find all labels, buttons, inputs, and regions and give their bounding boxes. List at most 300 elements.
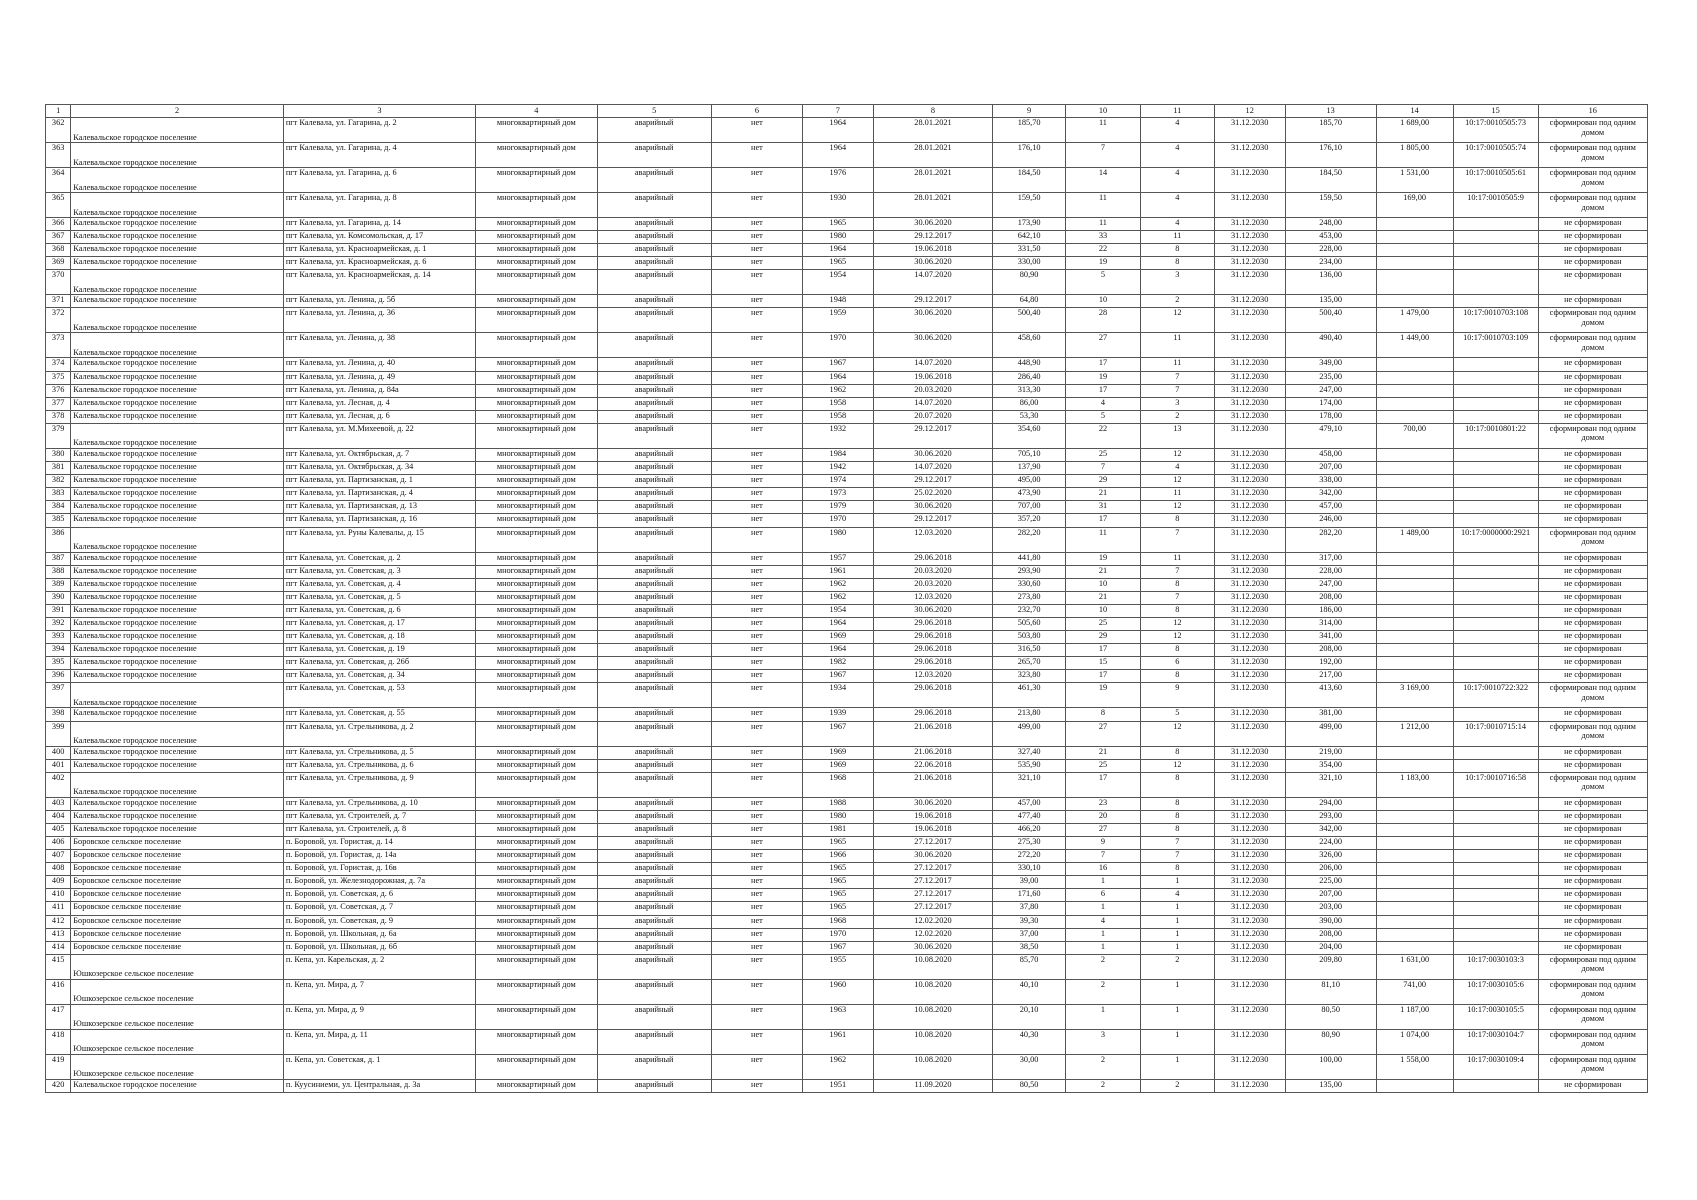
cell-area-total: 203,00: [1285, 902, 1376, 915]
cell-recognition-date: 30.06.2020: [873, 797, 992, 810]
cell-resettlement-date: 31.12.2030: [1214, 358, 1285, 371]
cell-apartments: 8: [1140, 823, 1214, 836]
cell-condition: аварийный: [597, 1004, 711, 1029]
cell-condition: аварийный: [597, 941, 711, 954]
cell-land-area: [1376, 837, 1453, 850]
cell-apartments: 4: [1140, 462, 1214, 475]
table-row: [46, 371, 1648, 384]
cell-resettlement-date: 31.12.2030: [1214, 231, 1285, 244]
cell-address: пгт Калевала, ул. Лесная, д. 6: [283, 410, 475, 423]
cell-address: пгт Калевала, ул. Советская, д. 4: [283, 578, 475, 591]
cell-resettlement-date: 31.12.2030: [1214, 746, 1285, 759]
cell-land-status: сформирован под одним домом: [1538, 1004, 1647, 1029]
cell-land-status: не сформирован: [1538, 617, 1647, 630]
cell-row-number: 377: [46, 397, 71, 410]
cell-recognition-date: 27.12.2017: [873, 889, 992, 902]
cell-recognition-date: 14.07.2020: [873, 358, 992, 371]
cell-apartments: 2: [1140, 295, 1214, 308]
cell-cadastral-number: [1453, 644, 1538, 657]
cell-settlement: Калевальское городское поселение: [71, 501, 284, 514]
cell-cadastral-number: 10:17:0010722:322: [1453, 683, 1538, 708]
cell-resettlement-date: 12: [1214, 105, 1285, 118]
cell-cadastral-number: [1453, 591, 1538, 604]
cell-resettlement-date: 31.12.2030: [1214, 683, 1285, 708]
cell-land-status: не сформирован: [1538, 448, 1647, 461]
table-row: [46, 475, 1648, 488]
cell-condition: аварийный: [597, 270, 711, 295]
cell-area-total: 282,20: [1285, 527, 1376, 552]
cell-build-year: 1970: [802, 514, 873, 527]
cell-area: 159,50: [993, 193, 1066, 218]
cell-building-type: многоквартирный дом: [476, 657, 597, 670]
cell-apartments: 1: [1140, 941, 1214, 954]
cell-area: 40,30: [993, 1029, 1066, 1054]
cell-residents: 29: [1066, 475, 1141, 488]
cell-condition: аварийный: [597, 168, 711, 193]
cell-building-type: многоквартирный дом: [476, 928, 597, 941]
table-row: [46, 565, 1648, 578]
cell-area-total: 100,00: [1285, 1054, 1376, 1079]
cell-address: пгт Калевала, ул. Строителей, д. 7: [283, 810, 475, 823]
cell-land-area: 1 689,00: [1376, 118, 1453, 143]
cell-build-year: 1948: [802, 295, 873, 308]
cell-apartments: 12: [1140, 721, 1214, 746]
cell-building-type: многоквартирный дом: [476, 231, 597, 244]
cell-recognition-date: 21.06.2018: [873, 721, 992, 746]
cell-recognition-date: 19.06.2018: [873, 823, 992, 836]
cell-area: 232,70: [993, 604, 1066, 617]
cell-recognition-date: 20.07.2020: [873, 410, 992, 423]
cell-recognition-date: 10.08.2020: [873, 1054, 992, 1079]
cell-settlement: Калевальское городское поселение: [71, 683, 284, 708]
cell-area: 213,80: [993, 708, 1066, 721]
cell-apartments: 3: [1140, 270, 1214, 295]
cell-emergency: нет: [711, 552, 802, 565]
cell-resettlement-date: 31.12.2030: [1214, 295, 1285, 308]
cell-land-status: не сформирован: [1538, 889, 1647, 902]
cell-condition: аварийный: [597, 683, 711, 708]
cell-land-status: не сформирован: [1538, 591, 1647, 604]
table-row: [46, 295, 1648, 308]
cell-row-number: 370: [46, 270, 71, 295]
cell-residents: 17: [1066, 514, 1141, 527]
cell-recognition-date: 29.12.2017: [873, 423, 992, 448]
cell-build-year: 1967: [802, 670, 873, 683]
cell-address: пгт Калевала, ул. Советская, д. 18: [283, 631, 475, 644]
cell-settlement: Боровское сельское поселение: [71, 915, 284, 928]
cell-address: пгт Калевала, ул. Ленина, д. 38: [283, 333, 475, 358]
cell-land-status: не сформирован: [1538, 644, 1647, 657]
cell-land-area: [1376, 591, 1453, 604]
cell-address: пгт Калевала, ул. Советская, д. 2: [283, 552, 475, 565]
cell-residents: 19: [1066, 371, 1141, 384]
cell-recognition-date: 30.06.2020: [873, 941, 992, 954]
cell-building-type: многоквартирный дом: [476, 308, 597, 333]
cell-land-status: не сформирован: [1538, 604, 1647, 617]
cell-residents: 33: [1066, 231, 1141, 244]
cell-building-type: 4: [476, 105, 597, 118]
cell-residents: 1: [1066, 1004, 1141, 1029]
cell-cadastral-number: [1453, 928, 1538, 941]
cell-address: пгт Калевала, ул. М.Михеевой, д. 22: [283, 423, 475, 448]
cell-row-number: 397: [46, 683, 71, 708]
cell-area: 185,70: [993, 118, 1066, 143]
cell-settlement: Калевальское городское поселение: [71, 631, 284, 644]
cell-land-status: не сформирован: [1538, 257, 1647, 270]
cell-row-number: 406: [46, 837, 71, 850]
table-row: [46, 218, 1648, 231]
cell-build-year: 1979: [802, 501, 873, 514]
cell-row-number: 383: [46, 488, 71, 501]
cell-area-total: 135,00: [1285, 295, 1376, 308]
cell-row-number: 407: [46, 850, 71, 863]
cell-condition: аварийный: [597, 501, 711, 514]
cell-build-year: 1965: [802, 876, 873, 889]
cell-land-area: 1 489,00: [1376, 527, 1453, 552]
cell-area: 37,00: [993, 928, 1066, 941]
cell-build-year: 1962: [802, 384, 873, 397]
cell-settlement: Калевальское городское поселение: [71, 358, 284, 371]
table-row: [46, 746, 1648, 759]
cell-condition: аварийный: [597, 772, 711, 797]
cell-recognition-date: 11.09.2020: [873, 1079, 992, 1092]
cell-land-status: сформирован под одним домом: [1538, 423, 1647, 448]
cell-land-status: не сформирован: [1538, 578, 1647, 591]
cell-row-number: 420: [46, 1079, 71, 1092]
cell-building-type: многоквартирный дом: [476, 837, 597, 850]
cell-residents: 22: [1066, 423, 1141, 448]
cell-area: 330,00: [993, 257, 1066, 270]
cell-building-type: многоквартирный дом: [476, 708, 597, 721]
cell-settlement: Калевальское городское поселение: [71, 295, 284, 308]
cell-apartments: 8: [1140, 244, 1214, 257]
cell-condition: аварийный: [597, 915, 711, 928]
table-row: [46, 915, 1648, 928]
cell-row-number: 392: [46, 617, 71, 630]
cell-area-total: 206,00: [1285, 863, 1376, 876]
cell-build-year: 1970: [802, 333, 873, 358]
cell-row-number: 380: [46, 448, 71, 461]
cell-emergency: нет: [711, 462, 802, 475]
cell-residents: 11: [1066, 527, 1141, 552]
cell-resettlement-date: 31.12.2030: [1214, 915, 1285, 928]
cell-residents: 3: [1066, 1029, 1141, 1054]
cell-land-status: не сформирован: [1538, 928, 1647, 941]
cell-area-total: 247,00: [1285, 384, 1376, 397]
cell-emergency: нет: [711, 488, 802, 501]
cell-area: 357,20: [993, 514, 1066, 527]
cell-land-area: 3 169,00: [1376, 683, 1453, 708]
cell-recognition-date: 10.08.2020: [873, 1004, 992, 1029]
table-row: [46, 462, 1648, 475]
table-row: [46, 527, 1648, 552]
cell-row-number: 362: [46, 118, 71, 143]
table-row: [46, 488, 1648, 501]
cell-land-area: [1376, 488, 1453, 501]
table-row: [46, 1054, 1648, 1079]
cell-condition: аварийный: [597, 295, 711, 308]
cell-address: пгт Калевала, ул. Гагарина, д. 4: [283, 143, 475, 168]
cell-resettlement-date: 31.12.2030: [1214, 552, 1285, 565]
cell-condition: аварийный: [597, 657, 711, 670]
cell-land-status: не сформирован: [1538, 863, 1647, 876]
table-row: [46, 708, 1648, 721]
cell-apartments: 8: [1140, 797, 1214, 810]
cell-condition: аварийный: [597, 514, 711, 527]
cell-row-number: 419: [46, 1054, 71, 1079]
cell-build-year: 1963: [802, 1004, 873, 1029]
cell-land-area: [1376, 218, 1453, 231]
cell-building-type: многоквартирный дом: [476, 552, 597, 565]
cell-apartments: 12: [1140, 448, 1214, 461]
cell-resettlement-date: 31.12.2030: [1214, 218, 1285, 231]
cell-area-total: 457,00: [1285, 501, 1376, 514]
cell-building-type: многоквартирный дом: [476, 462, 597, 475]
table-row: [46, 168, 1648, 193]
cell-settlement: Калевальское городское поселение: [71, 565, 284, 578]
cell-cadastral-number: [1453, 270, 1538, 295]
cell-apartments: 6: [1140, 657, 1214, 670]
cell-building-type: многоквартирный дом: [476, 863, 597, 876]
cell-apartments: 11: [1140, 488, 1214, 501]
cell-building-type: многоквартирный дом: [476, 295, 597, 308]
cell-condition: аварийный: [597, 928, 711, 941]
cell-residents: 17: [1066, 384, 1141, 397]
cell-building-type: многоквартирный дом: [476, 797, 597, 810]
cell-land-area: [1376, 501, 1453, 514]
cell-land-area: 1 212,00: [1376, 721, 1453, 746]
cell-row-number: 368: [46, 244, 71, 257]
cell-build-year: 1966: [802, 850, 873, 863]
cell-resettlement-date: 31.12.2030: [1214, 371, 1285, 384]
cell-area-total: 135,00: [1285, 1079, 1376, 1092]
cell-area-total: 208,00: [1285, 591, 1376, 604]
cell-land-status: сформирован под одним домом: [1538, 193, 1647, 218]
cell-apartments: 4: [1140, 193, 1214, 218]
cell-cadastral-number: 10:17:0010505:74: [1453, 143, 1538, 168]
table-row: [46, 850, 1648, 863]
cell-cadastral-number: 10:17:0010505:61: [1453, 168, 1538, 193]
cell-land-area: [1376, 552, 1453, 565]
cell-building-type: многоквартирный дом: [476, 772, 597, 797]
cell-build-year: 1942: [802, 462, 873, 475]
cell-land-area: [1376, 514, 1453, 527]
cell-condition: аварийный: [597, 631, 711, 644]
cell-settlement: Калевальское городское поселение: [71, 371, 284, 384]
cell-address: пгт Калевала, ул. Партизанская, д. 16: [283, 514, 475, 527]
cell-area-total: 490,40: [1285, 333, 1376, 358]
cell-area-total: 293,00: [1285, 810, 1376, 823]
cell-settlement: Калевальское городское поселение: [71, 193, 284, 218]
cell-building-type: многоквартирный дом: [476, 527, 597, 552]
cell-building-type: многоквартирный дом: [476, 118, 597, 143]
cell-settlement: Боровское сельское поселение: [71, 837, 284, 850]
cell-area: 80,90: [993, 270, 1066, 295]
cell-area-total: 349,00: [1285, 358, 1376, 371]
cell-settlement: Калевальское городское поселение: [71, 143, 284, 168]
cell-residents: 4: [1066, 397, 1141, 410]
cell-building-type: многоквартирный дом: [476, 384, 597, 397]
cell-recognition-date: 30.06.2020: [873, 257, 992, 270]
cell-address: пгт Калевала, ул. Гагарина, д. 2: [283, 118, 475, 143]
cell-recognition-date: 20.03.2020: [873, 565, 992, 578]
cell-settlement: Калевальское городское поселение: [71, 721, 284, 746]
cell-row-number: 393: [46, 631, 71, 644]
cell-area: 293,90: [993, 565, 1066, 578]
cell-area: 330,10: [993, 863, 1066, 876]
cell-land-status: не сформирован: [1538, 270, 1647, 295]
cell-cadastral-number: [1453, 1079, 1538, 1092]
cell-address: пгт Калевала, ул. Руны Калевалы, д. 15: [283, 527, 475, 552]
cell-residents: 5: [1066, 410, 1141, 423]
cell-land-status: не сформирован: [1538, 462, 1647, 475]
cell-emergency: нет: [711, 683, 802, 708]
cell-residents: 19: [1066, 552, 1141, 565]
cell-residents: 21: [1066, 565, 1141, 578]
table-row: [46, 448, 1648, 461]
table-row: [46, 657, 1648, 670]
cell-land-status: не сформирован: [1538, 837, 1647, 850]
cell-cadastral-number: [1453, 759, 1538, 772]
cell-cadastral-number: [1453, 295, 1538, 308]
cell-area-total: 219,00: [1285, 746, 1376, 759]
cell-condition: аварийный: [597, 797, 711, 810]
cell-apartments: 1: [1140, 928, 1214, 941]
cell-land-area: [1376, 617, 1453, 630]
cell-cadastral-number: [1453, 448, 1538, 461]
cell-land-status: не сформирован: [1538, 501, 1647, 514]
cell-recognition-date: 14.07.2020: [873, 397, 992, 410]
cell-build-year: 1964: [802, 118, 873, 143]
cell-cadastral-number: [1453, 218, 1538, 231]
cell-land-status: сформирован под одним домом: [1538, 168, 1647, 193]
cell-area-total: 458,00: [1285, 448, 1376, 461]
cell-apartments: 8: [1140, 257, 1214, 270]
cell-row-number: 381: [46, 462, 71, 475]
cell-cadastral-number: [1453, 244, 1538, 257]
cell-area: 316,50: [993, 644, 1066, 657]
cell-settlement: Боровское сельское поселение: [71, 902, 284, 915]
cell-residents: 21: [1066, 488, 1141, 501]
cell-area: 448,90: [993, 358, 1066, 371]
cell-land-status: сформирован под одним домом: [1538, 979, 1647, 1004]
cell-area: 458,60: [993, 333, 1066, 358]
cell-build-year: 1965: [802, 837, 873, 850]
cell-recognition-date: 29.06.2018: [873, 644, 992, 657]
cell-residents: 17: [1066, 644, 1141, 657]
cell-recognition-date: 29.12.2017: [873, 231, 992, 244]
cell-emergency: нет: [711, 837, 802, 850]
cell-build-year: 1960: [802, 979, 873, 1004]
cell-area-total: 159,50: [1285, 193, 1376, 218]
cell-building-type: многоквартирный дом: [476, 721, 597, 746]
cell-settlement: Юшкозерское сельское поселение: [71, 979, 284, 1004]
cell-building-type: многоквартирный дом: [476, 631, 597, 644]
cell-building-type: многоквартирный дом: [476, 670, 597, 683]
cell-settlement: Калевальское городское поселение: [71, 488, 284, 501]
cell-settlement: Калевальское городское поселение: [71, 797, 284, 810]
cell-land-area: 700,00: [1376, 423, 1453, 448]
cell-recognition-date: 12.02.2020: [873, 928, 992, 941]
cell-settlement: Боровское сельское поселение: [71, 876, 284, 889]
cell-building-type: многоквартирный дом: [476, 644, 597, 657]
cell-residents: 10: [1066, 578, 1141, 591]
cell-land-status: сформирован под одним домом: [1538, 772, 1647, 797]
cell-settlement: Калевальское городское поселение: [71, 308, 284, 333]
cell-apartments: 8: [1140, 863, 1214, 876]
cell-build-year: 1954: [802, 270, 873, 295]
cell-apartments: 7: [1140, 527, 1214, 552]
cell-build-year: 1967: [802, 941, 873, 954]
cell-residents: 10: [1066, 295, 1141, 308]
cell-build-year: 1969: [802, 759, 873, 772]
cell-residents: 29: [1066, 631, 1141, 644]
cell-residents: 23: [1066, 797, 1141, 810]
cell-land-status: не сформирован: [1538, 358, 1647, 371]
cell-area: 331,50: [993, 244, 1066, 257]
cell-cadastral-number: [1453, 631, 1538, 644]
cell-residents: 15: [1066, 657, 1141, 670]
cell-area: 9: [993, 105, 1066, 118]
cell-area: 354,60: [993, 423, 1066, 448]
cell-area-total: 341,00: [1285, 631, 1376, 644]
cell-recognition-date: 30.06.2020: [873, 218, 992, 231]
cell-recognition-date: 30.06.2020: [873, 333, 992, 358]
cell-residents: 2: [1066, 1054, 1141, 1079]
table-row: [46, 514, 1648, 527]
cell-area-total: 314,00: [1285, 617, 1376, 630]
cell-area: 495,00: [993, 475, 1066, 488]
table-row: [46, 193, 1648, 218]
table-row: [46, 683, 1648, 708]
cell-apartments: 12: [1140, 617, 1214, 630]
cell-cadastral-number: [1453, 514, 1538, 527]
cell-building-type: многоквартирный дом: [476, 823, 597, 836]
cell-recognition-date: 30.06.2020: [873, 604, 992, 617]
cell-emergency: нет: [711, 876, 802, 889]
cell-recognition-date: 21.06.2018: [873, 746, 992, 759]
table-row: [46, 143, 1648, 168]
cell-building-type: многоквартирный дом: [476, 397, 597, 410]
cell-build-year: 1981: [802, 823, 873, 836]
cell-area: 272,20: [993, 850, 1066, 863]
cell-cadastral-number: [1453, 850, 1538, 863]
cell-recognition-date: 27.12.2017: [873, 902, 992, 915]
cell-area: 500,40: [993, 308, 1066, 333]
cell-residents: 20: [1066, 810, 1141, 823]
cell-cadastral-number: [1453, 617, 1538, 630]
cell-address: п. Боровой, ул. Гористая, д. 16в: [283, 863, 475, 876]
cell-address: п. Боровой, ул. Школьная, д. 6б: [283, 941, 475, 954]
cell-build-year: 1968: [802, 772, 873, 797]
cell-land-area: [1376, 928, 1453, 941]
cell-recognition-date: 30.06.2020: [873, 448, 992, 461]
cell-cadastral-number: 10:17:0010505:9: [1453, 193, 1538, 218]
cell-apartments: 8: [1140, 578, 1214, 591]
cell-cadastral-number: 10:17:0010505:73: [1453, 118, 1538, 143]
cell-resettlement-date: 31.12.2030: [1214, 501, 1285, 514]
cell-area-total: 342,00: [1285, 823, 1376, 836]
cell-settlement: Калевальское городское поселение: [71, 423, 284, 448]
cell-area-total: 354,00: [1285, 759, 1376, 772]
cell-resettlement-date: 31.12.2030: [1214, 708, 1285, 721]
cell-address: пгт Калевала, ул. Стрельникова, д. 10: [283, 797, 475, 810]
cell-building-type: многоквартирный дом: [476, 1054, 597, 1079]
cell-area-total: 228,00: [1285, 244, 1376, 257]
cell-land-status: сформирован под одним домом: [1538, 333, 1647, 358]
cell-cadastral-number: 10:17:0010715:14: [1453, 721, 1538, 746]
cell-residents: 25: [1066, 759, 1141, 772]
